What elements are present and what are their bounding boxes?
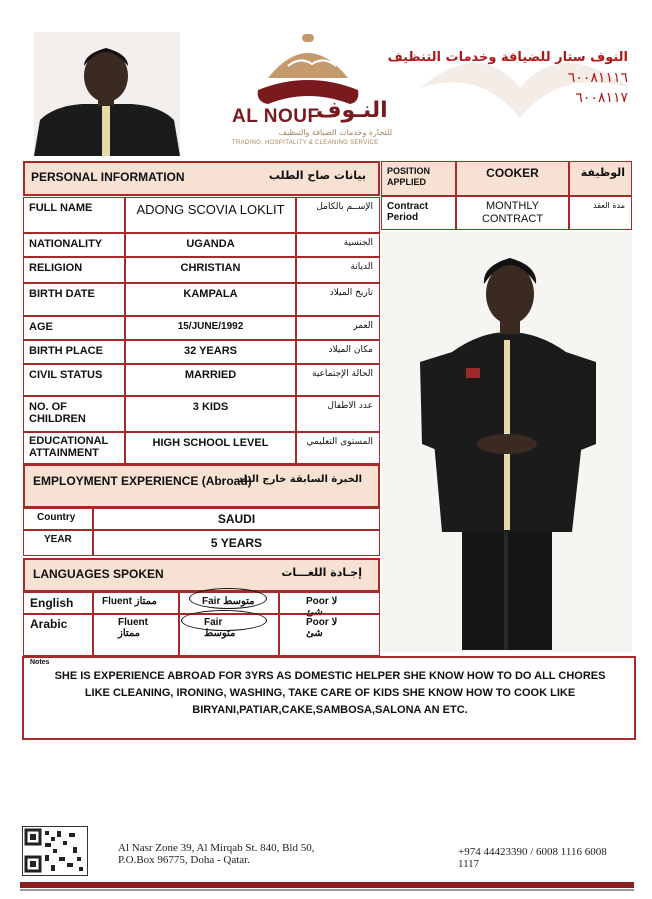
year-value-cell [93,530,380,556]
level-poor: Poor لا شئ [306,617,338,639]
contract-arabic-cell [569,196,632,230]
field-label-cell [23,316,125,340]
field-label-cell [23,340,125,364]
year-label-cell [23,530,93,556]
language-name-cell [23,592,93,614]
field-value-cell [125,233,296,257]
year-value: 5 YEARS [210,536,263,550]
company-tagline-arabic: للتجارة وخدمات الضيافة والتنظيف [278,128,392,137]
field-label-arabic: العمر [353,321,373,331]
field-label-arabic: الحالة الإجتماعية [312,369,373,379]
country-value: SAUDI [217,512,256,526]
field-arabic-cell [296,257,380,283]
employment-header [23,464,380,508]
footer-bar [20,882,634,888]
country-label: Country [37,512,76,523]
contract-value: MONTHLY CONTRACT [481,200,544,225]
footer-address-line-1: Al Nasr Zone 39, Al Mirqab St. 840, Bld 50, [118,842,315,854]
level-poor-cell [279,592,380,618]
company-name: AL NOUF [232,106,320,127]
personal-info-title-arabic: بيانات صاح الطلب [268,169,366,182]
applicant-photo-small [34,32,180,156]
field-value: ADONG SCOVIA LOKLIT [136,202,285,217]
applicant-photo-large [382,232,632,652]
field-label-cell [23,233,125,257]
field-value: HIGH SCHOOL LEVEL [152,437,269,449]
field-label-cell [23,364,125,396]
notes-label: Notes [30,659,50,666]
footer-phones: +974 44423390 / 6008 1116 6008 1117 [458,846,607,870]
field-arabic-cell [296,432,380,464]
field-value: 3 KIDS [192,401,229,413]
personal-info-header [23,161,380,196]
field-value-cell [125,197,296,233]
position-value: COOKER [486,166,539,180]
field-label-cell [23,257,125,283]
language-name-cell [23,614,93,656]
field-label-cell [23,432,125,464]
languages-title: LANGUAGES SPOKEN [33,567,164,581]
company-logo-emblem [228,18,388,158]
level-fluent-cell [93,614,179,656]
year-label: YEAR [44,534,72,545]
field-label-arabic: مكان الميلاد [328,345,373,355]
languages-title-arabic: إجـادة اللغـــات [281,566,362,579]
field-value-cell [125,257,296,283]
contract-label: Contract Period [387,201,429,223]
level-fair: Fair متوسط [204,617,236,639]
field-value-cell [125,340,296,364]
field-value: 15/JUNE/1992 [177,321,244,332]
selected-level-circle [189,588,267,609]
field-value: UGANDA [186,238,235,250]
language-name: Arabic [30,617,68,631]
level-fluent: Fluent ممتاز [102,596,157,607]
employment-title: EMPLOYMENT EXPERIENCE (Abroad) [33,474,252,488]
footer-address-line-2: P.O.Box 96775, Doha - Qatar. [118,854,250,866]
languages-header [23,558,380,592]
field-arabic-cell [296,364,380,396]
field-arabic-cell [296,396,380,432]
position-value-cell [456,161,569,196]
personal-info-title: PERSONAL INFORMATION [31,170,185,184]
field-arabic-cell [296,283,380,316]
field-value-cell [125,432,296,464]
field-label-arabic: الإســم بالكامل [316,202,373,212]
field-label: NO. OF CHILDREN [29,401,86,425]
country-value-cell [93,508,380,530]
level-fair: Fair متوسط [202,596,255,607]
field-label: BIRTH PLACE [29,345,103,357]
field-label: NATIONALITY [29,238,103,250]
field-value-cell [125,364,296,396]
country-label-cell [23,508,93,530]
field-value-cell [125,283,296,316]
field-value-cell [125,396,296,432]
field-value-cell [125,316,296,340]
company-phone-arabic-1: ٦٠٠٨١١١٦ [567,70,628,86]
field-label-cell [23,283,125,316]
company-name-arabic: النـوف [316,98,388,123]
notes-text: SHE IS EXPERIENCE ABROAD FOR 3YRS AS DOMESTIC HELPER SHE KNOW HOW TO DO ALL CHORES LIKE CLEANING, IRONING, WASHING, TAKE CARE OF KIDS SHE KNOW HOW TO COOK LIKE BIRYANI,PATIAR,CAKE,SAMBOSA,SALONA AN ETC. [54,670,606,716]
field-arabic-cell [296,340,380,364]
qr-code [22,826,88,876]
position-label-arabic: الوظيفة [580,166,625,179]
level-poor-cell [279,614,380,656]
position-label: POSITION APPLIED [387,166,431,187]
field-arabic-cell [296,233,380,257]
field-label: CIVIL STATUS [29,369,103,381]
field-label-arabic: الجنسية [343,238,373,248]
field-label: AGE [29,321,53,333]
field-arabic-cell [296,316,380,340]
field-value: KAMPALA [183,288,238,300]
field-label-cell [23,396,125,432]
company-header-arabic: النوف ستار للضيافة وخدمات التنظيف [387,50,628,65]
field-label-arabic: الديانة [350,262,373,272]
field-arabic-cell [296,197,380,233]
field-value: CHRISTIAN [180,262,241,274]
field-label: EDUCATIONAL ATTAINMENT [29,435,109,459]
field-label-cell [23,197,125,233]
level-fluent: Fluent ممتاز [118,617,148,639]
field-value: MARRIED [184,369,237,381]
selected-level-circle [181,610,267,631]
field-value: 32 YEARS [184,345,237,357]
position-label-cell [381,161,456,196]
contract-label-cell [381,196,456,230]
field-label-arabic: تاريخ الميلاد [329,288,373,298]
field-label-arabic: المستوى التعليمي [306,437,373,447]
company-tagline: TRADING, HOSPITALITY & CLEANING SERVICE [232,140,379,146]
footer-address [118,842,314,866]
field-label: FULL NAME [29,202,93,214]
field-label: BIRTH DATE [29,288,95,300]
contract-value-cell [456,196,569,230]
contract-label-arabic: مدة العقد [593,201,625,210]
field-label-arabic: عدد الاطفال [327,401,373,411]
level-poor: Poor لا شئ [306,596,338,618]
employment-title-arabic: الخبرة السابقة خارج البلد [237,474,362,485]
position-arabic-cell [569,161,632,196]
company-phone-arabic-2: ٦٠٠٨١١٧ [575,90,628,106]
footer-bar-thin [20,889,634,891]
language-name: English [30,596,74,610]
level-fluent-cell [93,592,179,614]
field-label: RELIGION [29,262,83,274]
